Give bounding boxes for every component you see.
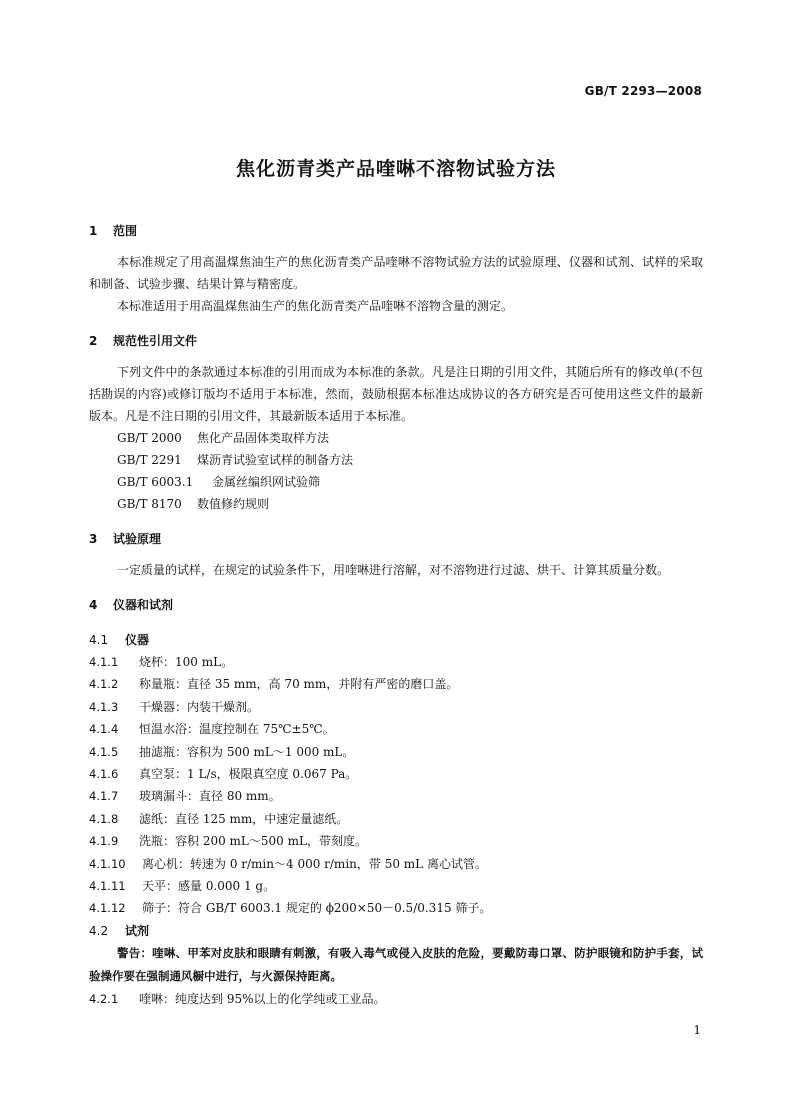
section-number: 1	[89, 224, 98, 238]
list-item	[89, 741, 703, 763]
section-heading-scope	[89, 221, 703, 241]
item-number: 4.2.1	[89, 991, 119, 1006]
list-item	[89, 853, 703, 875]
section-heading-apparatus	[89, 595, 703, 615]
item-text: 离心机：转速为 0 r/min～4 000 r/min，带 50 mL 离心试管。	[142, 856, 487, 871]
reference-item	[117, 427, 703, 449]
reference-item	[117, 493, 703, 515]
section-heading-normative	[89, 331, 703, 351]
item-text: 天平：感量 0.000 1 g。	[142, 879, 276, 894]
subsection-heading-instruments	[89, 629, 703, 651]
item-text: 玻璃漏斗：直径 80 mm。	[139, 789, 281, 804]
list-item	[89, 763, 703, 785]
item-number: 4.1.6	[89, 767, 119, 782]
list-item	[89, 651, 703, 673]
paragraph: 本标准适用于用高温煤焦油生产的焦化沥青类产品喹啉不溶物含量的测定。	[117, 299, 514, 313]
list-item	[89, 785, 703, 807]
subsection-title: 仪器	[125, 633, 150, 647]
paragraph: 一定质量的试样，在规定的试验条件下，用喹啉进行溶解，对不溶物进行过滤、烘干、计算其质量分数。	[117, 563, 670, 577]
document-title: 焦化沥青类产品喹啉不溶物试验方法	[235, 158, 556, 180]
reference-code: GB/T 6003.1	[117, 475, 194, 489]
item-text: 筛子：符合 GB/T 6003.1 规定的 ϕ200×50－0.5/0.315 筛子。	[142, 901, 492, 916]
subsection-title: 试剂	[125, 923, 150, 938]
item-number: 4.1.8	[89, 811, 119, 826]
subsection-heading-reagents	[89, 920, 703, 942]
item-text: 干燥器：内装干燥剂。	[139, 699, 260, 714]
reference-item	[117, 471, 703, 493]
list-item	[89, 673, 703, 695]
item-number: 4.1.9	[89, 834, 119, 849]
subsection-number: 4.2	[89, 923, 109, 938]
reference-code: GB/T 2291	[117, 453, 182, 467]
document-body	[89, 221, 703, 1010]
standard-number: GB/T 2293—2008	[584, 84, 702, 98]
page-number: 1	[693, 1023, 701, 1037]
reference-code: GB/T 8170	[117, 497, 182, 511]
reference-item	[117, 449, 703, 471]
list-item	[89, 830, 703, 852]
reference-name: 金属丝编织网试验筛	[212, 475, 321, 489]
reference-name: 煤沥青试验室试样的制备方法	[197, 453, 354, 467]
item-number: 4.1.12	[89, 901, 126, 916]
reference-code: GB/T 2000	[117, 431, 182, 445]
item-number: 4.1.4	[89, 722, 119, 737]
section-number: 2	[89, 334, 98, 348]
section-title: 范围	[113, 224, 138, 238]
item-text: 真空泵：1 L/s，极限真空度 0.067 Pa。	[139, 767, 358, 782]
reference-name: 焦化产品固体类取样方法	[197, 431, 330, 445]
item-text: 喹啉：纯度达到 95%以上的化学纯或工业品。	[139, 991, 386, 1006]
item-number: 4.1.3	[89, 699, 119, 714]
item-text: 洗瓶：容积 200 mL～500 mL，带刻度。	[139, 834, 367, 849]
item-text: 抽滤瓶：容积为 500 mL～1 000 mL。	[139, 744, 355, 759]
item-number: 4.1.5	[89, 744, 119, 759]
list-item	[89, 988, 703, 1010]
item-text: 烧杯：100 mL。	[139, 655, 234, 669]
section-number: 4	[89, 598, 98, 612]
safety-warning: 警告：喹啉、甲苯对皮肤和眼睛有刺激，有吸入毒气或侵入皮肤的危险，要戴防毒口罩、防护眼镜和防护手套，试验操作要在强制通风橱中进行，与火源保持距离。	[89, 945, 703, 983]
subsection-number: 4.1	[89, 633, 109, 647]
item-number: 4.1.10	[89, 856, 126, 871]
section-title: 规范性引用文件	[113, 334, 198, 348]
item-number: 4.1.7	[89, 789, 119, 804]
section-number: 3	[89, 532, 98, 546]
section-title: 仪器和试剂	[113, 598, 174, 612]
list-item	[89, 875, 703, 897]
list-item	[89, 718, 703, 740]
item-text: 恒温水浴：温度控制在 75℃±5℃。	[139, 722, 335, 737]
section-heading-principle	[89, 529, 703, 549]
paragraph: 下列文件中的条款通过本标准的引用而成为本标准的条款。凡是注日期的引用文件，其随后所有的修改单(不包括勘误的内容)或修订版均不适用于本标准，然而，鼓励根据本标准达成协议的各方研究是否可使用这些文件的最新版本。凡是不注日期的引用文件，其最新版本适用于本标准。	[89, 365, 703, 423]
paragraph: 本标准规定了用高温煤焦油生产的焦化沥青类产品喹啉不溶物试验方法的试验原理、仪器和试剂、试样的采取和制备、试验步骤、结果计算与精密度。	[89, 255, 703, 291]
section-title: 试验原理	[113, 532, 162, 546]
item-text: 称量瓶：直径 35 mm，高 70 mm，并附有严密的磨口盖。	[139, 677, 459, 692]
item-number: 4.1.1	[89, 655, 119, 669]
item-number: 4.1.11	[89, 879, 126, 894]
list-item	[89, 897, 703, 919]
reference-name: 数值修约规则	[197, 497, 270, 511]
item-text: 滤纸：直径 125 mm，中速定量滤纸。	[139, 811, 349, 826]
list-item	[89, 808, 703, 830]
list-item	[89, 696, 703, 718]
item-number: 4.1.2	[89, 677, 119, 692]
